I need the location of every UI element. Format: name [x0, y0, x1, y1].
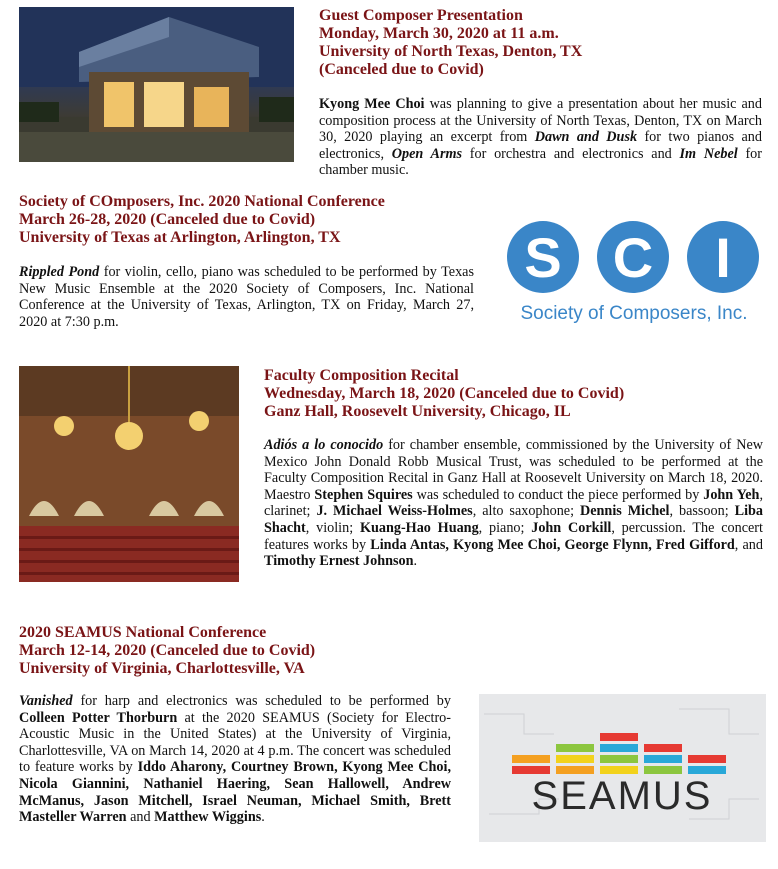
faculty-recital-body	[264, 437, 763, 570]
sci-conference-heading	[19, 193, 385, 247]
seamus-bar-segment	[600, 744, 638, 752]
sci-letter: I	[715, 226, 731, 289]
seamus-bar-segment	[556, 744, 594, 752]
text-run: , clarinet;	[264, 486, 763, 520]
work-title: Rippled Pond	[19, 264, 100, 280]
ganz-hall-interior-illustration	[19, 366, 239, 582]
bold-run: Colleen Potter Thorburn	[19, 709, 178, 726]
text-run: for chamber music.	[319, 145, 762, 179]
bold-run: Linda Antas, Kyong Mee Choi, George Flynn, Fred Gifford	[370, 536, 735, 553]
heading-line: Faculty Composition Recital	[264, 367, 459, 384]
text-run: and	[126, 809, 155, 826]
seamus-logo-graphic	[479, 694, 766, 842]
seamus-conference-heading	[19, 624, 315, 678]
seamus-bar-segment	[512, 755, 550, 763]
bold-run: Matthew Wiggins	[154, 809, 262, 826]
work-title: Dawn and Dusk	[534, 129, 638, 146]
heading-line: Society of COmposers, Inc. 2020 National Conference	[19, 193, 385, 210]
seamus-bar-segment	[556, 766, 594, 774]
guest-composer-heading	[319, 7, 582, 79]
seamus-conference-body	[19, 693, 451, 826]
seamus-bar-segment	[644, 766, 682, 774]
heading-line: Wednesday, March 18, 2020 (Canceled due to Covid)	[264, 385, 625, 402]
text-run: , and	[734, 536, 763, 553]
text-run: for two pianos and electronics,	[319, 129, 762, 162]
faculty-recital-heading	[264, 367, 624, 421]
sci-letter: C	[612, 226, 654, 289]
seamus-bar-segment	[644, 755, 682, 763]
guest-composer-body	[319, 96, 762, 179]
bold-run: Iddo Aharony, Courtney Brown, Kyong Mee Choi, Nicola Giannini, Nathaniel Haering, Sean Hallowell, Andrew McManus, Jason Mitchell, Israel Neuman, Michael Smith, Brett Masteller Warren	[19, 759, 452, 826]
bold-run: Kuang-Hao Huang	[359, 519, 479, 536]
heading-line: Guest Composer Presentation	[319, 7, 523, 24]
seamus-bar-segment	[688, 755, 726, 763]
sci-logo-graphic	[505, 219, 763, 337]
bold-run: Timothy Ernest Johnson	[264, 553, 414, 570]
text-run: , percussion. The concert features works by	[264, 519, 763, 553]
seamus-bar-segment	[688, 766, 726, 774]
text-run: was planning to give a presentation about her music and composition process at the University of North Texas, Denton, TX on March 30, 2020 playing an excerpt from	[319, 96, 762, 146]
sci-logo	[505, 219, 763, 337]
bold-run: Stephen Squires	[314, 486, 413, 503]
text-run: for orchestra and electronics and	[462, 145, 680, 162]
text-run: for chamber ensemble, commissioned by the University of New Mexico John Donald Robb Musical Trust, was scheduled to be performed at the Faculty Composition Recital in Ganz Hall at Roosevelt University on March 18, 2020. Maestro	[264, 437, 764, 503]
text-run: , piano;	[478, 519, 532, 536]
sci-letter: S	[524, 226, 562, 289]
seamus-equalizer-bars	[512, 733, 726, 774]
text-run: , alto saxophone;	[472, 503, 580, 520]
heading-line: (Canceled due to Covid)	[319, 61, 484, 78]
work-title: Vanished	[19, 693, 73, 709]
text-run: , violin;	[305, 519, 360, 536]
heading-line: Ganz Hall, Roosevelt University, Chicago, IL	[264, 403, 571, 420]
text-run: for violin, cello, piano was scheduled to be performed by Texas New Music Ensemble at the 2020 Society of Composers, Inc. National Conference at the University of Texas, Arlington, TX on Friday, March 27, 2020 at 7:30 p.m.	[19, 264, 474, 330]
heading-line: Monday, March 30, 2020 at 11 a.m.	[319, 25, 559, 42]
heading-line: March 12-14, 2020 (Canceled due to Covid)	[19, 642, 316, 659]
text-run: at the 2020 SEAMUS (Society for Electro-Acoustic Music in the United States) at the University of Virginia, Charlottesville, VA on March 14, 2020 at 4 p.m. The concert was scheduled to feature works by	[19, 709, 451, 776]
seamus-bar-segment	[512, 766, 550, 774]
text-run: .	[413, 553, 418, 570]
sci-conference-body	[19, 264, 474, 330]
seamus-bar-segment	[644, 744, 682, 752]
heading-line: University of Virginia, Charlottesville, VA	[19, 660, 305, 677]
text-run: for harp and electronics was scheduled to be performed by	[72, 693, 451, 709]
work-title: Im Nebel	[679, 145, 738, 162]
bold-run: J. Michael Weiss-Holmes	[316, 503, 473, 520]
ganz-hall-interior-photo	[19, 366, 239, 582]
text-run: .	[261, 809, 265, 826]
seamus-bar-segment	[600, 733, 638, 741]
text-run: , bassoon;	[669, 503, 735, 520]
heading-line: March 26-28, 2020 (Canceled due to Covid)	[19, 211, 316, 228]
concert-hall-exterior-photo	[19, 7, 294, 162]
seamus-bar-segment	[600, 755, 638, 763]
text-run: was scheduled to conduct the piece performed by	[412, 486, 704, 503]
seamus-wordmark: SEAMUS	[531, 774, 713, 818]
heading-line: 2020 SEAMUS National Conference	[19, 624, 267, 641]
bold-run: John Corkill	[531, 519, 612, 536]
seamus-bar-segment	[600, 766, 638, 774]
bold-run: Kyong Mee Choi	[319, 96, 425, 112]
bold-run: John Yeh	[703, 486, 760, 503]
bold-run: Dennis Michel	[580, 503, 670, 520]
bold-run: Liba Shacht	[264, 503, 763, 536]
work-title: Adiós a lo conocido	[264, 437, 384, 453]
heading-line: University of North Texas, Denton, TX	[319, 43, 583, 60]
work-title: Open Arms	[391, 145, 463, 162]
seamus-logo	[479, 694, 766, 842]
concert-hall-exterior-illustration	[19, 7, 294, 162]
sci-caption: Society of Composers, Inc.	[520, 303, 748, 324]
heading-line: University of Texas at Arlington, Arlington, TX	[19, 229, 341, 246]
seamus-bar-segment	[556, 755, 594, 763]
